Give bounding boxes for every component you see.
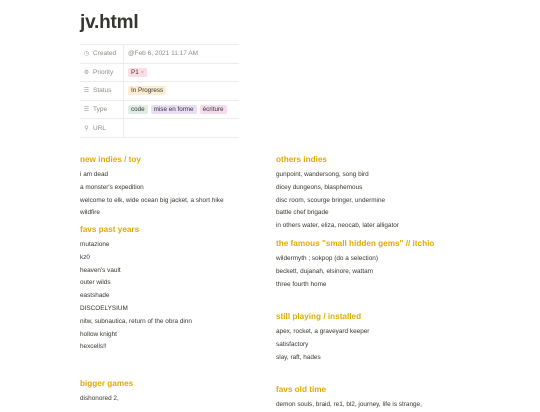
list-icon: ☰ <box>83 107 90 114</box>
section-title: the famous "small hidden gems" // itchio <box>276 239 435 248</box>
section-title: favs past years <box>80 225 140 234</box>
property-url[interactable] <box>80 119 239 138</box>
list-item: beckett, dujanah, elsinore, wattam <box>276 267 373 275</box>
property-label: URL <box>93 124 107 132</box>
section-title: new indies / toy <box>80 155 141 164</box>
status-badge[interactable]: In Progress <box>128 86 166 95</box>
list-item: welcome to elk, wide ocean big jacket, a short hike <box>80 196 224 204</box>
list-item: heaven's vault <box>80 266 121 274</box>
section <box>276 238 476 311</box>
list-item: disc room, scourge bringer, undermine <box>276 196 386 204</box>
list-item: nitw, subnautica, return of the obra dinn <box>80 317 192 325</box>
section-title: still playing / installed <box>276 312 362 321</box>
property-label: Created <box>93 50 117 58</box>
list-item: dishonored 2, <box>80 395 119 402</box>
section-title: bigger games <box>80 379 134 388</box>
property-created[interactable] <box>80 45 239 64</box>
list-item: hollow knight <box>80 330 117 338</box>
list-item: satisfactory <box>276 340 309 348</box>
list-item: mutazione <box>80 241 110 248</box>
gear-icon: ⚙ <box>83 69 90 76</box>
list-item: in others water, eliza, neocab, later alligator <box>276 222 399 230</box>
list-item: apex, rocket, a graveyard keeper <box>276 328 370 335</box>
list-item: wildermyth ; sokpop (do a selection) <box>276 255 378 262</box>
property-label: Status <box>93 87 112 95</box>
section-title: favs old time <box>276 385 327 394</box>
list-item: i am dead <box>80 171 109 178</box>
list-item: demon souls, braid, re1, bl2, journey, life is strange, <box>276 401 422 408</box>
section <box>276 154 476 238</box>
list-item: eastshade <box>80 292 110 300</box>
list-item: gunpoint, wandersong, song bird <box>276 171 369 178</box>
list-item: dicey dungeons, blasphemous <box>276 183 363 191</box>
properties-table <box>80 44 239 138</box>
list-item: three fourth home <box>276 280 327 288</box>
left-column <box>80 154 280 406</box>
list-item: hexcells!! <box>80 343 107 351</box>
list-item: outer wilds <box>80 279 111 287</box>
section <box>276 311 476 384</box>
priority-tag[interactable]: P1 × <box>128 68 147 77</box>
property-priority[interactable] <box>80 64 239 83</box>
list-item: DISCOELYSIUM <box>80 304 128 312</box>
list-item: kz0 <box>80 253 90 261</box>
property-label: Type <box>93 106 108 114</box>
clock-icon: ◷ <box>83 51 90 58</box>
right-column <box>276 154 476 412</box>
type-tag-mise-en-forme[interactable]: mise en forme <box>151 105 197 114</box>
type-tag-ecriture[interactable]: écriture <box>200 105 227 114</box>
list-item: slay, raft, hades <box>276 353 321 361</box>
section <box>80 224 280 378</box>
section <box>80 378 280 406</box>
created-value: @Feb 6, 2021 11:17 AM <box>128 50 199 58</box>
list-item: a monster's expedition <box>80 183 144 191</box>
link-icon: ⚲ <box>84 125 89 132</box>
list-item: wildfire <box>80 209 100 217</box>
section-title: others indies <box>276 155 327 164</box>
page-title: jv.html <box>80 12 139 33</box>
property-type[interactable] <box>80 101 239 120</box>
list-item: battle chef brigade <box>276 209 329 217</box>
property-label: Priority <box>93 68 114 76</box>
remove-tag-icon[interactable]: × <box>140 69 144 76</box>
list-icon: ☰ <box>83 88 90 95</box>
section <box>276 384 476 412</box>
property-status[interactable] <box>80 82 239 101</box>
type-tag-code[interactable]: code <box>128 105 148 114</box>
section <box>80 154 280 224</box>
